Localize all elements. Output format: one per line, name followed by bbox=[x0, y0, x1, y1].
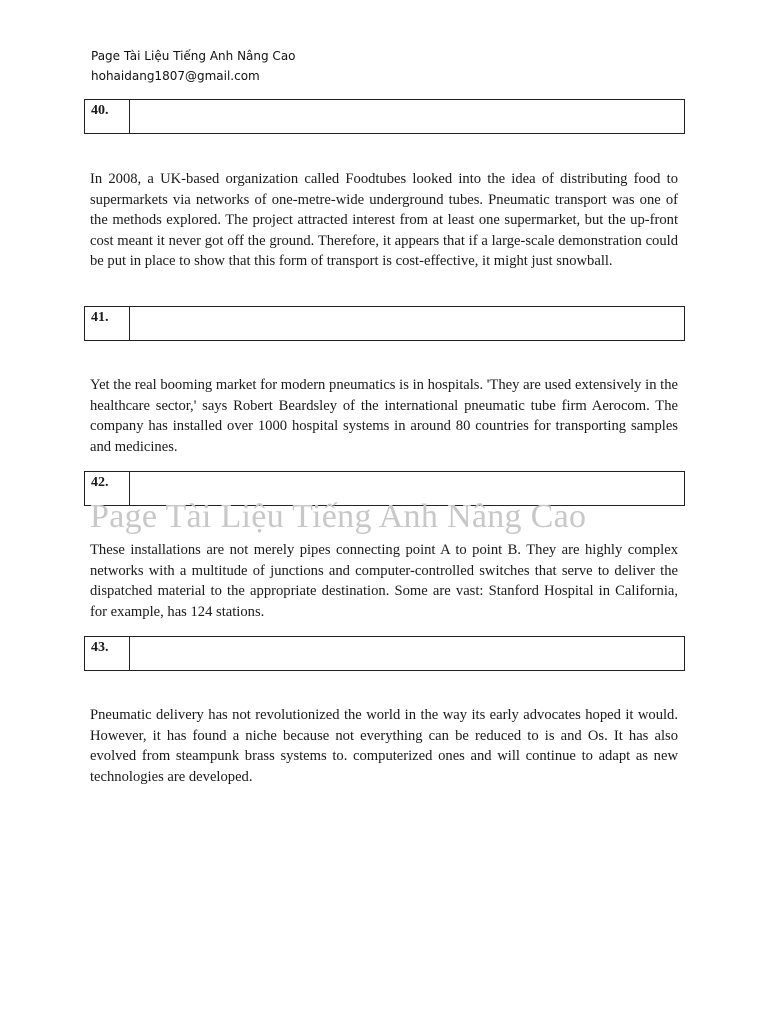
paragraph-4: Pneumatic delivery has not revolutionized the world in the way its early advocates hoped it would. However, it has found a niche because not everything can be reduced to is and Os. It has also evolved from steampunk brass systems to. computerized ones and will continue to adapt as new technologies are developed. bbox=[90, 707, 678, 785]
header-title: Page Tài Liệu Tiếng Anh Nâng Cao bbox=[91, 49, 296, 63]
page-header bbox=[91, 46, 296, 86]
question-number: 41. bbox=[85, 307, 130, 340]
paragraph-2: Yet the real booming market for modern pneumatics is in hospitals. 'They are used extensively in the healthcare sector,' says Robert Beardsley of the international pneumatic tube firm Aerocom. The company has installed over 1000 hospital systems in around 80 countries for transporting samples and medicines. bbox=[90, 377, 678, 455]
answer-box-43[interactable] bbox=[84, 636, 685, 671]
paragraph-3: These installations are not merely pipes connecting point A to point B. They are highly complex networks with a multitude of junctions and computer-controlled switches that serve to deliver the dispatched material to the appropriate destination. Some are vast: Stanford Hospital in California, for example, has 124 stations. bbox=[90, 542, 678, 620]
watermark: Page Tài Liệu Tiếng Anh Nâng Cao bbox=[90, 498, 587, 535]
answer-blank[interactable] bbox=[130, 100, 684, 133]
answer-box-41[interactable] bbox=[84, 306, 685, 341]
answer-box-40[interactable] bbox=[84, 99, 685, 134]
question-number: 40. bbox=[85, 100, 130, 133]
answer-blank[interactable] bbox=[130, 637, 684, 670]
paragraph-1: In 2008, a UK-based organization called Foodtubes looked into the idea of distributing food to supermarkets via networks of one-metre-wide underground tubes. Pneumatic transport was one of the methods explored. The project attracted interest from at least one supermarket, but the up-front cost meant it never got off the ground. Therefore, it appears that if a large-scale demonstration could be put in place to show that this form of transport is cost-effective, it might just snowball. bbox=[90, 171, 678, 270]
question-number: 43. bbox=[85, 637, 130, 670]
answer-blank[interactable] bbox=[130, 307, 684, 340]
question-number: 42. bbox=[85, 472, 130, 505]
header-email: hohaidang1807@gmail.com bbox=[91, 69, 260, 83]
